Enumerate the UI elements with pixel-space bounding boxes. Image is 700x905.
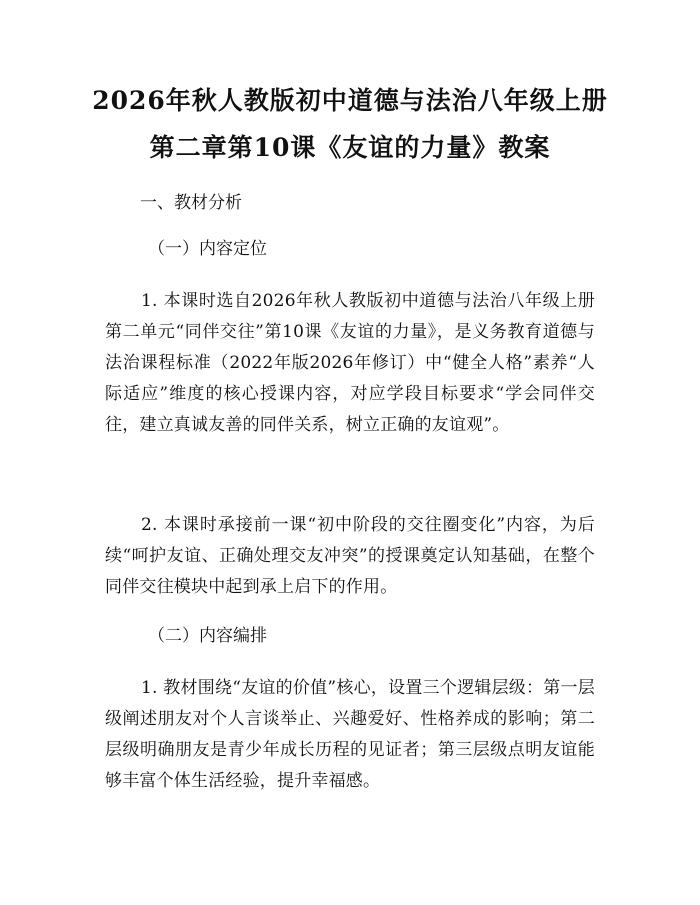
document-title-line-1: 2026年秋人教版初中道德与法治八年级上册 [92, 86, 608, 115]
paragraph-positioning-2: 2. 本课时承接前一课“初中阶段的交往圈变化”内容，为后续“呵护友谊、正确处理交友冲突”的授课奠定认知基础，在整个同伴交往模块中起到承上启下的作用。 [105, 515, 595, 597]
section-heading-textbook-analysis: 一、教材分析 [140, 193, 242, 213]
document-title-line-2: 第二章第10课《友谊的力量》教案 [149, 133, 551, 162]
paragraph-arrangement-1: 1. 教材围绕“友谊的价值”核心，设置三个逻辑层级：第一层级阐述朋友对个人言谈举止、兴趣爱好、性格养成的影响；第二层级明确朋友是青少年成长历程的见证者；第三层级点明友谊能够丰富个体生活经验，提升幸福感。 [105, 678, 595, 791]
paragraph-positioning-1: 1. 本课时选自2026年秋人教版初中道德与法治八年级上册第二单元“同伴交往”第10课《友谊的力量》，是义务教育道德与法治课程标准（2022年版2026年修订）中“健全人格”素养“人际适应”维度的核心授课内容，对应学段目标要求“学会同伴交往，建立真诚友善的同伴关系，树立正确的友谊观”。 [105, 291, 595, 435]
subsection-heading-content-arrangement: （二）内容编排 [148, 626, 267, 646]
subsection-heading-content-positioning: （一）内容定位 [148, 239, 267, 259]
